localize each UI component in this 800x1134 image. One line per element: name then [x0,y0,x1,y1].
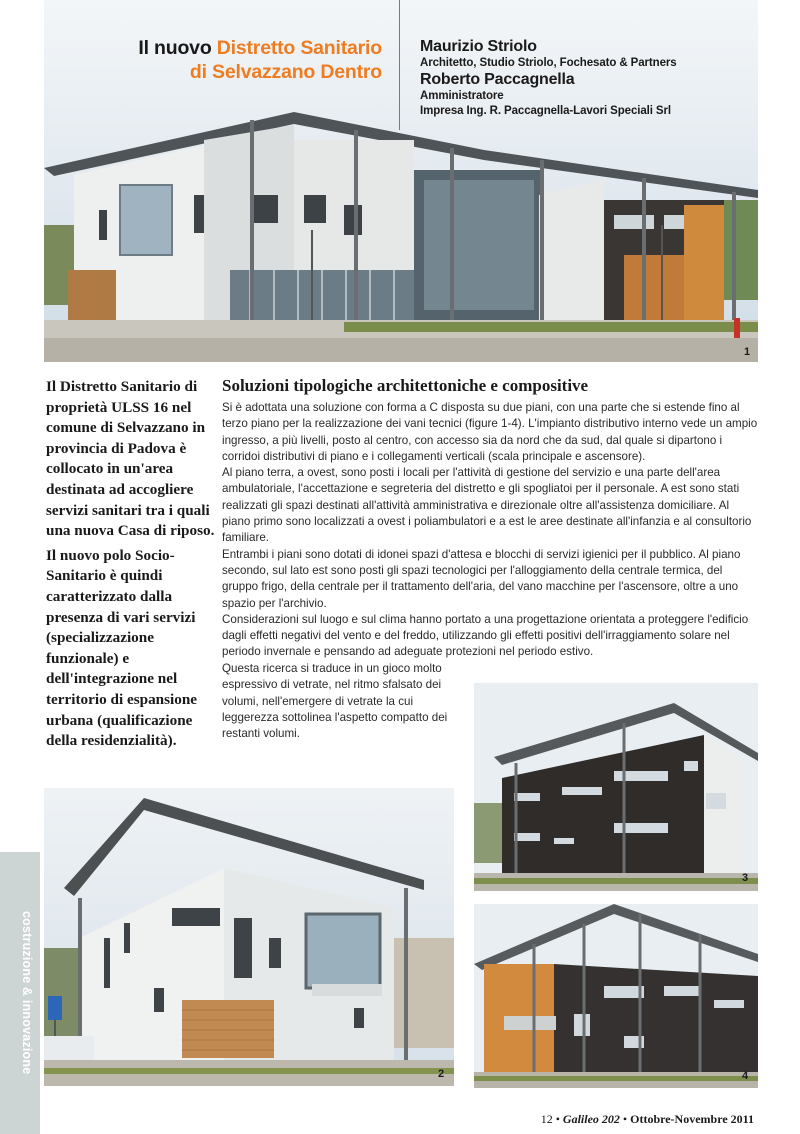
footer-separator-2: • [622,1112,628,1126]
author-role-2a: Amministratore [420,90,504,102]
author-name-2: Roberto Paccagnella [420,71,575,88]
page-footer [541,1112,754,1127]
page-number: 12 [540,1112,553,1126]
author-role-2b: Impresa Ing. R. Paccagnella-Lavori Speciali Srl [420,105,671,117]
author-name-1: Maurizio Striolo [420,38,537,55]
footer-separator-1: • [555,1112,560,1126]
section-side-tab [0,852,40,1134]
figure-number-4: 4 [742,1070,749,1082]
body-paragraph-2: Al piano terra, a ovest, sono posti i locali per l'attività di gestione del servizio e una parte dell'area ambulatoriale, l'accettazione e segreteria del distretto e gli spogliatoi per il personale. A est sono stati realizzati gli spazi destinati all'attività amministrativa e direzionale oltre all'assistenza domiciliare. Al piano primo sono localizzati a ovest i poliambulatori e a est le aree destinate all'infanzia e al consultorio familiare. [222,466,752,545]
side-tab-label: costruzione & innovazione [20,911,34,1075]
body-narrow-column [222,661,462,742]
author-role-1: Architetto, Studio Striolo, Fochesato & Partners [420,57,677,69]
figure-number-1: 1 [744,346,751,358]
title-highlight: Distretto Sanitario [216,37,382,59]
figure-number-3: 3 [742,872,749,884]
section-title: Soluzioni tipologiche architettoniche e compositive [222,376,589,395]
figure-2-photo [44,788,454,1086]
intro-paragraph-1: Il Distretto Sanitario di proprietà ULSS 16 nel comune di Selvazzano in provincia di Padova è collocato in un'area destinata ad accogliere servizi sanitari tra i quali una nuova Casa di riposo. [46,378,215,540]
article-title [60,36,382,84]
title-prefix: Il nuovo [138,37,212,59]
issue-date: Ottobre-Novembre 2011 [630,1112,754,1126]
body-paragraph-3: Entrambi i piani sono dotati di idonei spazi d'attesa e blocchi di servizi igienici per il pubblico. Al piano secondo, sul lato est sono posti gli spazi tecnologici per l'alloggiamento della centrale termica, del gruppo frigo, della centrale per il trattamento dell'aria, del vano macchine per l'ascensore, oltre a uno spazio per l'archivio. [222,547,741,610]
body-paragraph-5: Questa ricerca si traduce in un gioco molto espressivo di vetrate, nel ritmo sfalsato dei volumi, nell'emergere di vetrate la cui leggerezza sottolinea l'aspetto compatto dei restanti volumi. [222,662,448,741]
authors-block [420,38,750,119]
figure-3-photo [474,683,758,891]
magazine-name: Galileo 202 [562,1112,620,1126]
body-paragraph-4: Considerazioni sul luogo e sul clima hanno portato a una progettazione orientata a proteggere l'edificio dagli effetti negativi del vento e del freddo, utilizzando gli effetti positivi dell'irraggiamento solare nel periodo invernale e pensando ad adeguate protezioni nel periodo estivo. [222,612,749,659]
title-line-2: di Selvazzano Dentro [189,61,382,83]
body-text [222,400,760,661]
figure-number-2: 2 [438,1068,445,1080]
body-paragraph-1: Si è adottata una soluzione con forma a C disposta su due piani, con una parte che si estende fino al terzo piano per la realizzazione dei vani tecnici (figure 1-4). L'impianto distributivo interno vede un ampio ingresso, a più livelli, posto al centro, con accesso sia da nord che da sud, dal quale si dipartono i corridoi distributivi di piano e i collegamenti verticali (scala principale e ascensore). [222,401,758,463]
header-divider [399,0,400,130]
intro-paragraph-2: Il nuovo polo Socio-Sanitario è quindi caratterizzato dalla presenza di vari servizi (specializzazione funzionale) e dell'integrazione nel territorio di espansione urbana (qualificazione della residenzialità). [46,546,198,750]
figure-4-photo [474,904,758,1088]
intro-column [46,377,216,756]
